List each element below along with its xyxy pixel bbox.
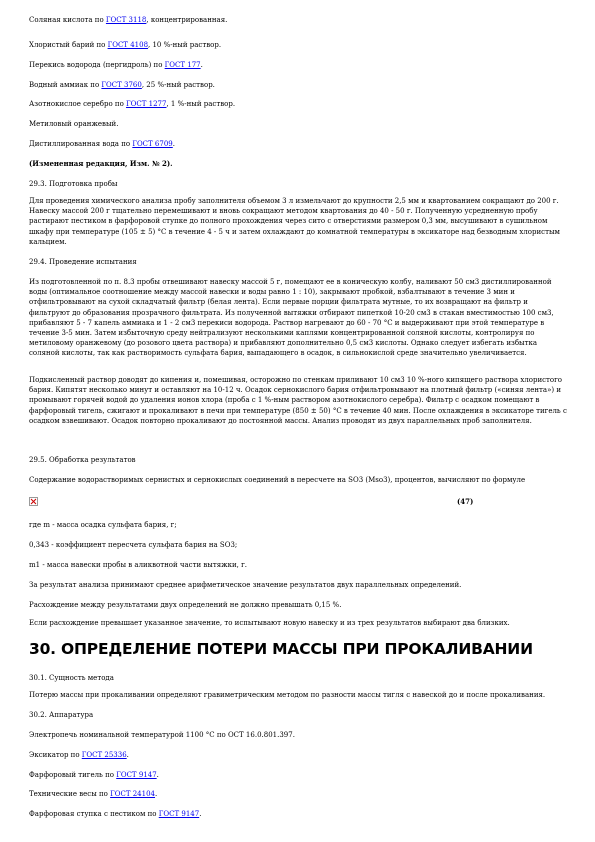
broken-image-icon (29, 497, 38, 506)
paragraph: Для проведения химического анализа пробу заполнителя объемом 3 л измельчают до крупности 2,5 мм и квартованием сокращают до 200 г. Навеску массой 200 г тщательно перемешивают и вновь сокращают методом квартования до 40 - 50 г. Полученную усредненную пробу растирают пестиком в фарфоровой ступке до полного прохождения через сито с отверстиями размером 0,3 мм, высушивают в сушильном шкафу при температуре (105 ± 5) °С в течение 4 - 5 ч и затем охлаждают до комнатной температуры в эксикаторе над безводным хлористым кальцием. (29, 197, 560, 246)
reagent-line: Соляная кислота по ГОСТ 3118, концентрированная. (29, 16, 228, 24)
formula-legend: 0,343 - коэффициент пересчета сульфата бария на SO3; (29, 541, 238, 549)
section-title: 30.2. Аппаратура (29, 711, 94, 719)
paragraph: Расхождение между результатами двух определений не должно превышать 0,15 %. (29, 601, 342, 609)
paragraph: Если расхождение превышает указанное значение, то испытывают новую навеску и из трех результатов выбирают два близких. (29, 619, 510, 627)
equipment-line: Технические весы по ГОСТ 24104. (29, 790, 158, 798)
equipment-line: Электропечь номинальной температурой 1100 °С по ОСТ 16.0.801.397. (29, 731, 295, 739)
equipment-line: Эксикатор по ГОСТ 25336. (29, 751, 129, 759)
equation-number: (47) (457, 497, 474, 506)
reagent-line: Метиловый оранжевый. (29, 120, 119, 128)
section-title: 30.1. Сущность метода (29, 674, 114, 682)
reagent-line: Перекись водорода (пергидроль) по ГОСТ 177. (29, 61, 203, 69)
reagent-line: Хлористый барий по ГОСТ 4108, 10 %-ный раствор. (29, 41, 222, 49)
section-title: 29.4. Проведение испытания (29, 258, 137, 266)
equipment-line: Фарфоровый тигель по ГОСТ 9147. (29, 771, 159, 779)
gost-link[interactable]: ГОСТ 177 (164, 61, 201, 69)
paragraph: Содержание водорастворимых сернистых и сернокислых соединений в пересчете на SO3 (Мso3), процентов, вычисляют по формуле (29, 476, 526, 484)
section-title: 29.5. Обработка результатов (29, 456, 136, 464)
amendment-note: (Измененная редакция, Изм. № 2). (29, 159, 173, 168)
gost-link[interactable]: ГОСТ 24104 (110, 790, 156, 798)
gost-link[interactable]: ГОСТ 9147 (116, 771, 157, 779)
gost-link[interactable]: ГОСТ 6709 (132, 140, 173, 148)
gost-link[interactable]: ГОСТ 25336 (81, 751, 127, 759)
gost-link[interactable]: ГОСТ 9147 (158, 810, 200, 818)
gost-link[interactable]: ГОСТ 3760 (101, 81, 142, 89)
paragraph: За результат анализа принимают среднее арифметическое значение результатов двух параллельных определений. (29, 581, 462, 589)
gost-link[interactable]: ГОСТ 4108 (107, 41, 149, 49)
paragraph: Подкисленный раствор доводят до кипения и, помешивая, осторожно по стенкам приливают 10 см3 10 %-ного кипящего раствора хлористого бария. Кипятят несколько минут и оставляют на 10-12 ч. Осадок сернокислого бария отфильтровывают на плотный фильтр («синяя лента») и промывают горячей водой до удаления ионов хлора (проба с 1 %-ным раствором азотнокислого серебра). Фильтр с осадком помещают в фарфоровый тигель, сжигают и прокаливают в печи при температуре (850 ± 50) °С в течение 40 мин. После охлаждения в эксикаторе тигель с осадком взвешивают. Осадок повторно прокаливают до постоянной массы. Анализ проводят из двух параллельных проб заполнителя. (29, 376, 567, 425)
section-title: 29.3. Подготовка пробы (29, 180, 118, 188)
formula-legend: где m - масса осадка сульфата бария, г; (29, 521, 177, 529)
paragraph: Потерю массы при прокаливании определяют гравиметрическим методом по разности массы тигля с навеской до и после прокаливания. (29, 691, 546, 699)
gost-link[interactable]: ГОСТ 1277 (126, 100, 167, 108)
reagent-line: Дистиллированная вода по ГОСТ 6709. (29, 140, 175, 148)
formula-legend: m1 - масса навески пробы в аликвотной части вытяжки, г. (29, 561, 247, 569)
paragraph: Из подготовленной по п. 8.3 пробы отвешивают навеску массой 5 г, помещают ее в коническую колбу, наливают 50 см3 дистиллированной воды (оптимальное соотношение между массой навески и воды равно 1 : 10), закрывают пробкой, взбалтывают в течение 3 мин и отфильтровывают на сухой складчатый фильтр (белая лента). Если первые порции фильтрата мутные, то их возвращают на фильтр и фильтруют до образования прозрачного фильтрата. Из полученной вытяжки отбирают пипеткой 10-20 см3 в стакан вместимостью 100 см3, прибавляют 5 - 7 капель аммиака и 1 - 2 см3 перекиси водорода. Раствор нагревают до 60 - 70 °С и выдерживают при этой температуре в течение 3-5 мин. Затем избыточную среду нейтрализуют несколькими каплями концентрированной соляной кислоты, контролируя по метиловому оранжевому (до розового цвета раствора) и прибавляют дополнительно 0,5 см3 кислоты. Однако следует избегать избытка соляной кислоты, так как растворимость сульфата бария, выпадающего в осадок, в сильнокислой среде значительно увеличивается. (29, 278, 554, 358)
gost-link[interactable]: ГОСТ 3118 (105, 16, 147, 24)
reagent-line: Азотнокислое серебро по ГОСТ 1277, 1 %-ный раствор. (29, 100, 236, 108)
chapter-heading: 30. ОПРЕДЕЛЕНИЕ ПОТЕРИ МАССЫ ПРИ ПРОКАЛИВАНИИ (29, 640, 533, 658)
reagent-line: Водный аммиак по ГОСТ 3760, 25 %-ный раствор. (29, 81, 215, 89)
equipment-line: Фарфоровая ступка с пестиком по ГОСТ 9147. (29, 810, 202, 818)
